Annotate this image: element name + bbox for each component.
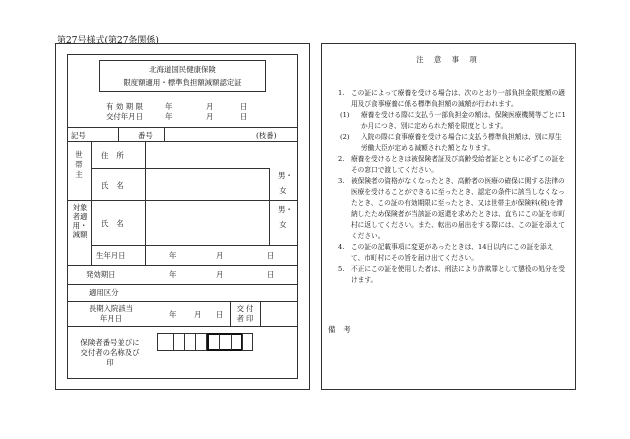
householder-address-label: 住所 <box>101 151 132 160</box>
rule-householder-bottom <box>68 200 297 201</box>
long-stay-month-unit: 月 <box>194 310 202 319</box>
certificate-panel <box>55 43 310 390</box>
note-item-2 <box>338 154 566 176</box>
issue-month-unit: 月 <box>206 112 214 121</box>
vrule-gender <box>269 168 270 245</box>
form-number: 第27号様式(第27条関係) <box>57 36 159 46</box>
certificate-title-line1: 北海道国民健康保険 <box>149 65 216 74</box>
remarks-label: 備考 <box>328 325 359 334</box>
notes-list <box>338 88 566 286</box>
insurer-digit-divider-1 <box>219 334 220 350</box>
householder-name-label: 氏名 <box>101 181 132 190</box>
notes-title: 注 意 事 項 <box>416 55 481 64</box>
application-category-label: 適用区分 <box>89 288 119 297</box>
householder-gender: 男・女 <box>278 171 293 195</box>
rule-category-bottom <box>68 301 297 302</box>
effective-year-unit: 年 <box>169 270 177 279</box>
note-text: この証の記載事項に変更があったときは、14日以内にこの証を添えて、市町村にその旨を届け出てください。 <box>351 243 554 262</box>
note-text: 入院の際に食事療養を受ける場合に支払う標準負担額は、別に厚生労働大臣が定める減額された額となります。 <box>361 133 562 152</box>
note-text: 被保険者の資格がなくなったとき、高齢者の医療の確保に関する法律の医療を受けることができるに至ったとき、認定の条件に該当しなくなったとき、この証の有効期限に至ったとき、又は世帯主が保険料(税)を滞納したため保険者が当該証の返還を求めたときは、直ちにこの証を市町村に返してください。また、転出の届出をする際には、この証を添えてください。 <box>351 177 565 240</box>
note-item-1-2 <box>338 132 566 154</box>
birth-month-unit: 月 <box>216 251 224 260</box>
issuer-seal-label: 交付者印 <box>236 304 256 323</box>
issue-year-unit: 年 <box>165 112 173 121</box>
certificate-title-box <box>99 60 266 92</box>
rule-symbol-bottom <box>68 141 297 142</box>
birth-day-unit: 日 <box>267 251 275 260</box>
note-item-3 <box>338 176 566 242</box>
vrule-field-labels <box>145 141 146 265</box>
note-number: 5. <box>338 265 345 273</box>
long-stay-year-unit: 年 <box>169 310 177 319</box>
insurer-number-label: 保険者番号並びに交付者の名称及び印 <box>80 338 140 367</box>
note-item-5 <box>338 264 566 286</box>
note-number: 2. <box>338 155 345 163</box>
insurer-digit-box-4 <box>195 333 207 351</box>
branch-number-label: (枝番) <box>256 131 277 140</box>
insurer-digit-box-check <box>242 333 253 351</box>
householder-label: 世帯主 <box>75 150 83 179</box>
rule-insured-bottom <box>68 265 297 266</box>
rule-effective-bottom <box>68 284 297 285</box>
insured-person-label: 対象者適用・減額 <box>72 203 88 239</box>
number-label: 番号 <box>138 131 153 140</box>
vrule-seal-right <box>260 301 261 326</box>
vrule-vertical-labels <box>91 141 92 265</box>
effective-day-unit: 日 <box>267 270 275 279</box>
note-number: 4. <box>338 243 345 251</box>
note-number: (1) <box>340 111 350 119</box>
note-item-1 <box>338 88 566 110</box>
notes-panel <box>321 43 576 390</box>
validity-day-unit: 日 <box>240 102 248 111</box>
certificate-form <box>67 54 298 379</box>
vrule-number <box>164 127 165 141</box>
note-text: 不正にこの証を使用した者は、刑法により詐欺罪として懲役の処分を受けます。 <box>351 265 565 284</box>
long-stay-day-unit: 日 <box>216 310 224 319</box>
rule-insured-name-bottom <box>91 245 297 246</box>
birth-year-unit: 年 <box>169 251 177 260</box>
effective-date-label: 発効期日 <box>86 270 116 279</box>
rule-symbol-top <box>68 127 297 128</box>
insured-gender: 男・女 <box>278 205 293 229</box>
note-text: 療養を受けるときは被保険者証及び高齢受給者証とともに必ずこの証をその窓口で渡してください。 <box>351 155 565 174</box>
note-text: この証によって療養を受ける場合は、次のとおり一部負担金限度額の適用及び食事療養に係る標準負担額の減額が行われます。 <box>351 89 565 108</box>
vrule-symbol <box>118 127 119 141</box>
note-text: 療養を受ける際に支払う一部負担金の額は、保険医療機関等ごとに1か月につき、別に定められた額を限度とします。 <box>361 111 566 130</box>
birth-date-label: 生年月日 <box>96 251 126 260</box>
note-item-1-1 <box>338 110 566 132</box>
note-number: 1. <box>338 89 345 97</box>
vrule-seal-left <box>230 301 231 326</box>
validity-year-unit: 年 <box>165 102 173 111</box>
note-number: 3. <box>338 177 345 185</box>
symbol-label: 記号 <box>71 131 86 140</box>
insurer-digit-divider-2 <box>231 334 232 350</box>
insurer-digit-box-1 <box>157 333 174 351</box>
issue-day-unit: 日 <box>240 112 248 121</box>
long-stay-date-label: 長期入院該当年月日 <box>88 304 134 323</box>
validity-label: 有効期限 <box>106 102 146 111</box>
insurer-digit-box-bold <box>207 333 243 351</box>
validity-month-unit: 月 <box>206 102 214 111</box>
certificate-title-line2: 限度額適用・標準負担額減額認定証 <box>123 78 242 87</box>
rule-longstay-bottom <box>68 326 297 327</box>
issue-date-label: 交付年月日 <box>106 112 143 121</box>
effective-month-unit: 月 <box>216 270 224 279</box>
note-item-4 <box>338 242 566 264</box>
note-number: (2) <box>340 133 350 141</box>
rule-address-bottom <box>91 168 269 169</box>
insured-name-label: 氏名 <box>101 219 132 228</box>
